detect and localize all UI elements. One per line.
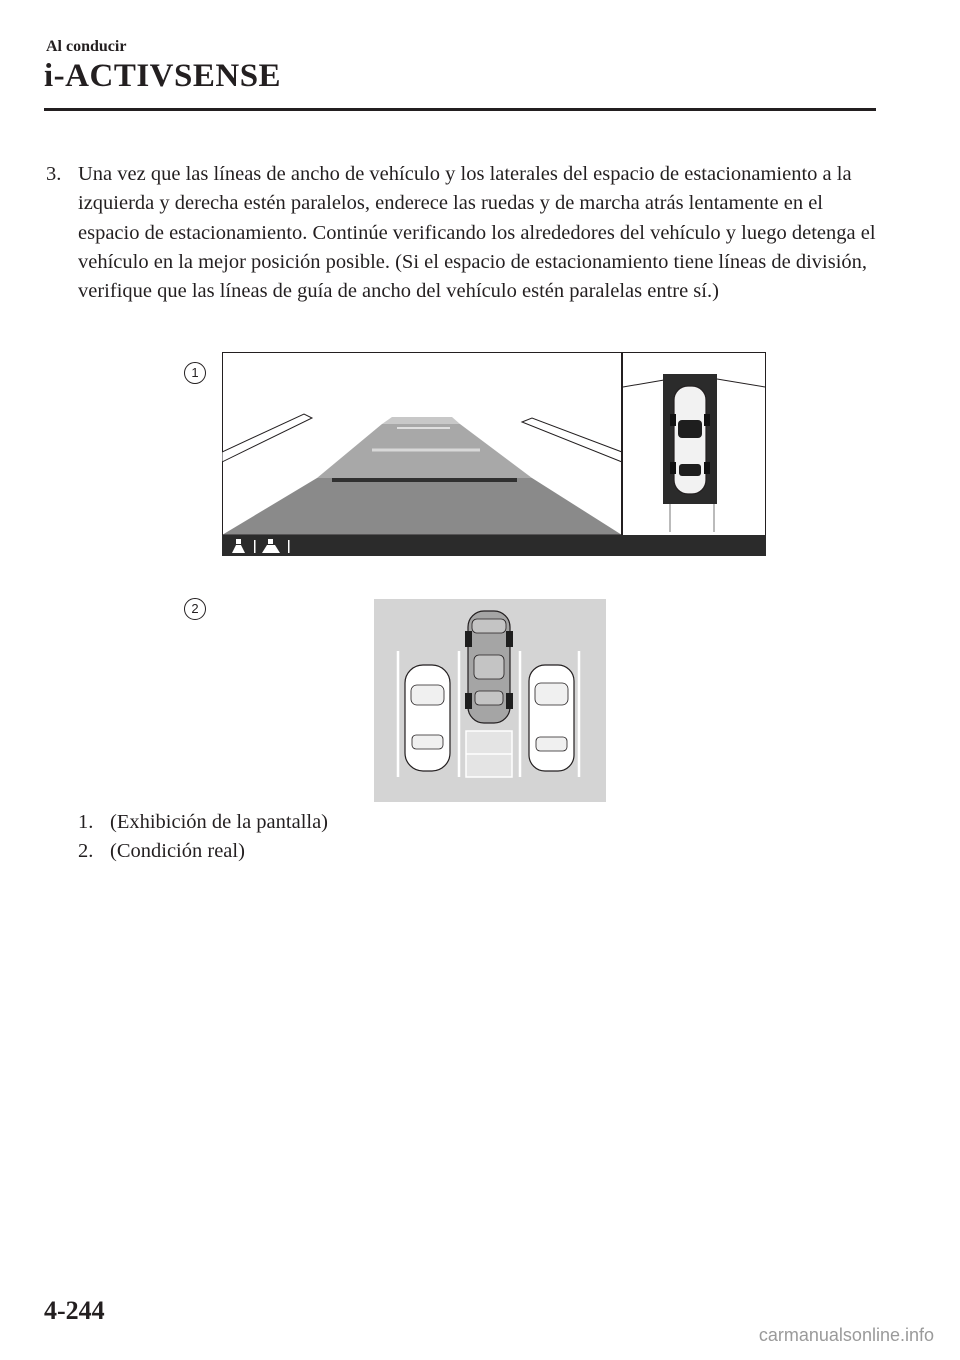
step-text: Una vez que las líneas de ancho de vehículo y los laterales del espacio de estacionamiento a la izquierda y derecha estén paralelos, enderece las ruedas y de marcha atrás lentamente en el espacio de estacionamiento. Continúe verificando los alrededores del vehículo y luego detenga el vehículo en la mejor posición posible. (Si el espacio de estacionamiento tiene líneas de división, verifique que las líneas de guía de ancho del vehículo estén paralelas entre sí.) (78, 163, 876, 303)
figure-captions (78, 808, 328, 866)
camera-display-figure (222, 352, 766, 556)
caption-2 (78, 837, 328, 866)
parked-car-left (405, 665, 450, 771)
step-number: 3. (46, 163, 62, 185)
step-3 (46, 160, 876, 306)
caption-number: 1. (78, 811, 94, 833)
parked-car-right (529, 665, 574, 771)
watermark: carmanualsonline.info (758, 1325, 934, 1345)
section-label: Al conducir (46, 38, 127, 55)
header-rule (44, 108, 876, 111)
callout-1: 1 (184, 362, 206, 384)
chapter-title: i-ACTIVSENSE (44, 58, 282, 94)
caption-text: (Exhibición de la pantalla) (110, 811, 329, 833)
caption-number: 2. (78, 840, 94, 862)
page-number: 4-244 (44, 1296, 105, 1325)
reversing-car (465, 611, 513, 723)
top-view (623, 374, 765, 537)
actual-condition-figure (374, 599, 606, 802)
caption-text: (Condición real) (110, 840, 245, 862)
callout-2: 2 (184, 598, 206, 620)
caption-1 (78, 808, 328, 837)
